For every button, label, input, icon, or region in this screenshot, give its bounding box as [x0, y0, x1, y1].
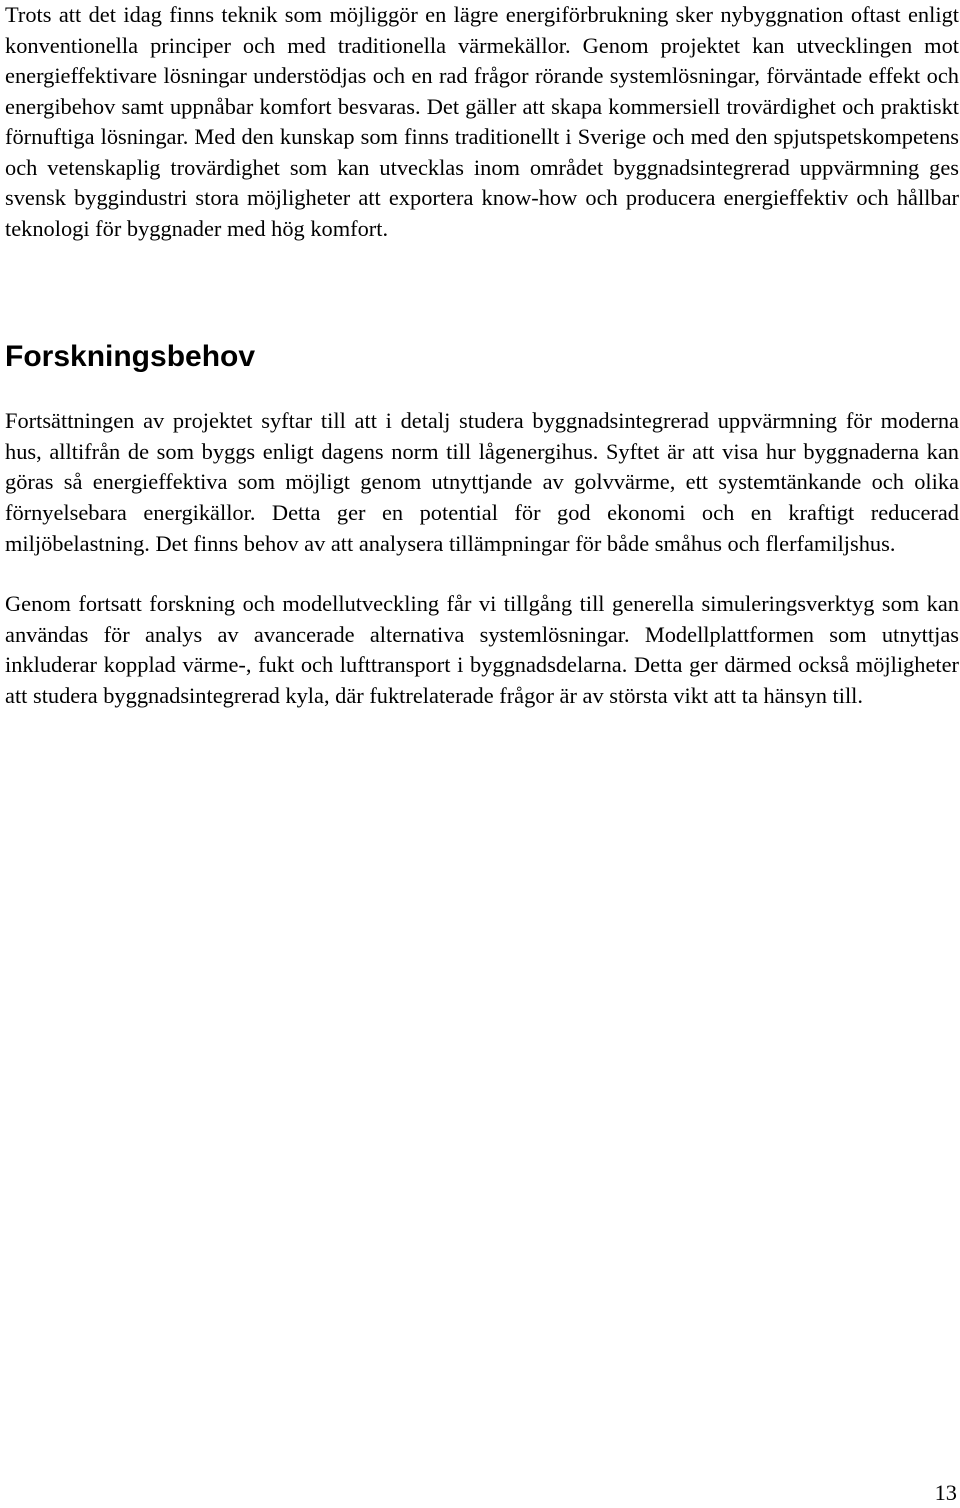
body-paragraph-1: Fortsättningen av projektet syftar till att i detalj studera byggnadsintegrerad uppvärmning för moderna hus, alltifrån de som byggs enligt dagens norm till lågenergihus. Syftet är att visa hur byggnaderna kan göras så energieffektiva som möjligt genom utnyttjande av golvvärme, ett systemtänkande och olika förnyelsebara energikällor. Detta ger en potential för god ekonomi och en kraftigt reducerad miljöbelastning. Det finns behov av att analysera tillämpningar för både småhus och flerfamiljshus. — [5, 408, 959, 556]
document-page — [5, 0, 959, 711]
intro-paragraph: Trots att det idag finns teknik som möjliggör en lägre energiförbrukning sker nybyggnation oftast enligt konventionella principer och med traditionella värmekällor. Genom projektet kan utvecklingen mot energieffektivare lösningar understödjas och en rad frågor rörande systemlösningar, förväntade effekt och energibehov samt uppnåbar komfort besvaras. Det gäller att skapa kommersiell trovärdighet och praktiskt förnuftiga lösningar. Med den kunskap som finns traditionellt i Sverige och med den spjutspetskompetens och vetenskaplig trovärdighet som kan utvecklas inom området byggnadsintegrerad uppvärmning ges svensk byggindustri stora möjligheter att exportera know-how och producera energieffektiv och hållbar teknologi för byggnader med hög komfort. — [5, 2, 959, 241]
body-paragraph-2: Genom fortsatt forskning och modellutveckling får vi tillgång till generella simuleringsverktyg som kan användas för analys av avancerade alternativa systemlösningar. Modellplattformen som utnyttjas inkluderar kopplad värme-, fukt och lufttransport i byggnadsdelarna. Detta ger därmed också möjligheter att studera byggnadsintegrerad kyla, där fuktrelaterade frågor är av största vikt att ta hänsyn till. — [5, 591, 959, 708]
section-heading: Forskningsbehov — [5, 340, 256, 374]
page-number: 13 — [934, 1480, 957, 1505]
